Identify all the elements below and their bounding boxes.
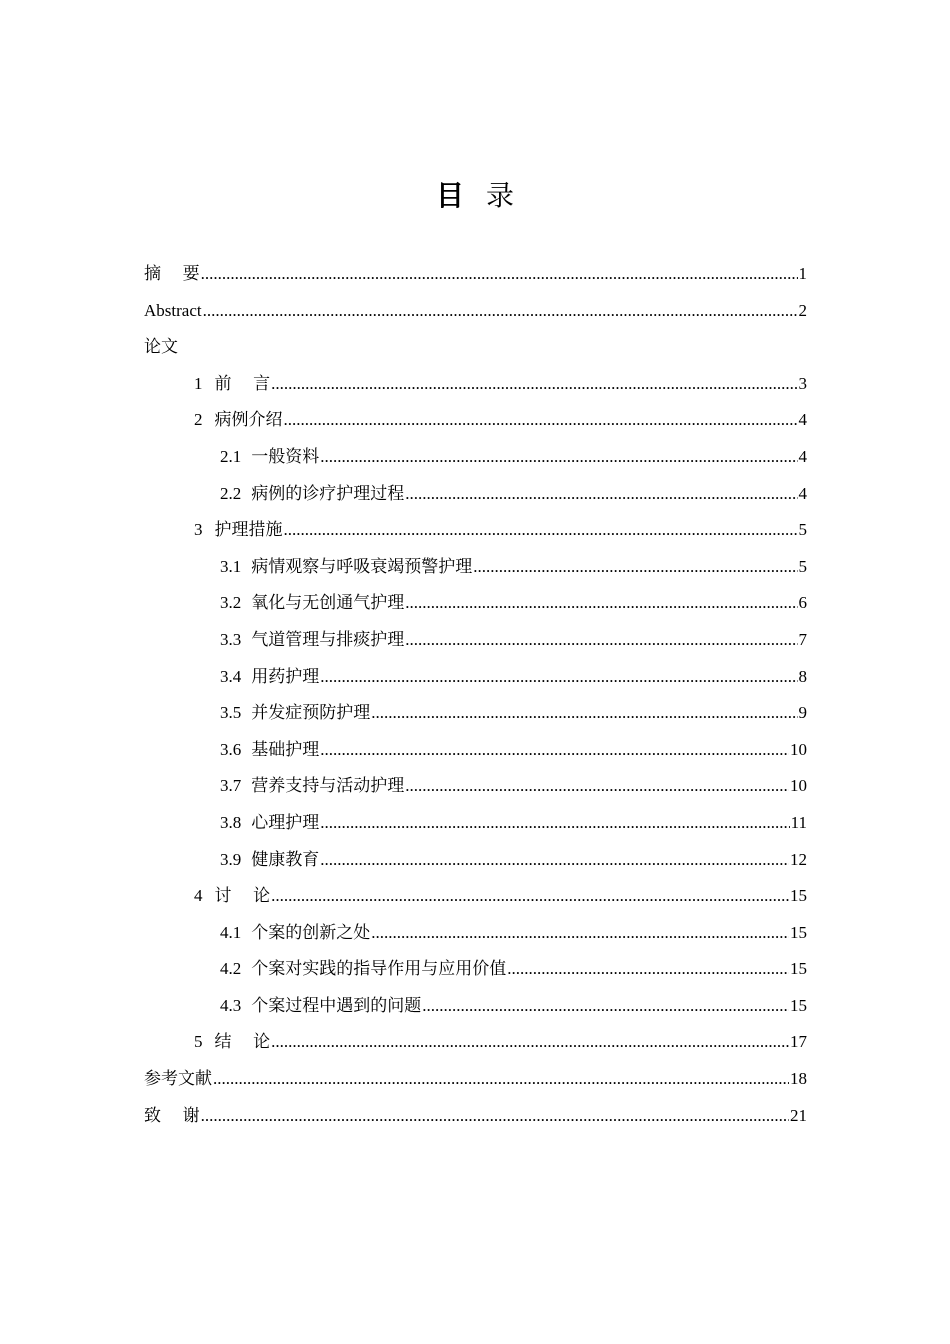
toc-entry-label: 气道管理与排痰护理 [251, 629, 405, 650]
toc-page-number: 17 [790, 1032, 807, 1052]
toc-entry-number: 5 [194, 1032, 203, 1052]
toc-entry-number: 3.4 [220, 666, 242, 686]
toc-entry[interactable] [144, 768, 807, 805]
toc-entry[interactable] [144, 988, 807, 1025]
toc-entry-label: 用药护理 [251, 666, 320, 687]
toc-entry-label: 氧化与无创通气护理 [251, 593, 405, 614]
toc-entry-number: 3.3 [220, 629, 242, 649]
toc-entry[interactable] [144, 1024, 807, 1061]
toc-entry-label: 基础护理 [251, 739, 320, 760]
toc-entry[interactable] [144, 732, 807, 769]
toc-dot-leader [405, 476, 797, 513]
toc-dot-leader [320, 732, 789, 769]
toc-entry-number: 2.1 [220, 446, 242, 466]
toc-entry-number: 3.8 [220, 812, 242, 832]
toc-entry-label: 并发症预防护理 [251, 703, 371, 724]
toc-page-number: 5 [798, 520, 807, 540]
toc-dot-leader [201, 1098, 789, 1135]
toc-entry[interactable] [144, 293, 807, 330]
toc-dot-leader [320, 659, 797, 696]
toc-entry-number: 4.1 [220, 922, 242, 942]
toc-dot-leader [320, 805, 789, 842]
toc-title-second-char: 录 [486, 179, 537, 212]
toc-entry-label: 结 论 [214, 1032, 271, 1053]
toc-dot-leader [203, 293, 798, 330]
toc-entry-number: 2.2 [220, 483, 242, 503]
toc-page-number: 5 [798, 556, 807, 576]
table-of-contents [144, 256, 807, 1134]
toc-dot-leader [271, 1024, 789, 1061]
toc-dot-leader [271, 366, 797, 403]
toc-entry-number: 3.9 [220, 849, 242, 869]
toc-page-number: 6 [798, 593, 807, 613]
toc-page-number: 4 [798, 410, 807, 430]
toc-page-number: 7 [798, 629, 807, 649]
toc-dot-leader [422, 988, 789, 1025]
toc-entry[interactable] [144, 695, 807, 732]
toc-entry-number: 4 [194, 886, 203, 906]
toc-entry[interactable] [144, 476, 807, 513]
toc-page-number: 10 [790, 776, 807, 796]
toc-entry[interactable] [144, 439, 807, 476]
toc-entry[interactable] [144, 915, 807, 952]
toc-page-number: 18 [790, 1069, 807, 1089]
toc-dot-leader [405, 768, 789, 805]
toc-entry-label: 心理护理 [251, 812, 320, 833]
toc-entry-label: 健康教育 [251, 849, 320, 870]
toc-entry[interactable] [144, 622, 807, 659]
toc-page-number: 8 [798, 666, 807, 686]
toc-entry-number: 3 [194, 520, 203, 540]
toc-page-number: 15 [790, 922, 807, 942]
toc-entry-number: 3.6 [220, 739, 242, 759]
toc-page-number: 1 [798, 264, 807, 283]
toc-entry[interactable] [144, 585, 807, 622]
toc-entry-label: 一般资料 [251, 446, 320, 467]
toc-dot-leader [405, 585, 797, 622]
toc-entry-label: 参考文献 [144, 1069, 212, 1090]
toc-title-first-char: 目 [435, 179, 486, 212]
toc-entry[interactable] [144, 402, 807, 439]
toc-entry-label: 病情观察与呼吸衰竭预警护理 [251, 556, 473, 577]
toc-entry-number: 2 [194, 410, 203, 430]
toc-entry-number: 4.3 [220, 995, 242, 1015]
toc-page-number: 4 [798, 483, 807, 503]
toc-dot-leader [320, 439, 797, 476]
toc-dot-leader [473, 549, 797, 586]
toc-entry[interactable] [144, 1098, 807, 1135]
toc-dot-leader [201, 256, 798, 293]
toc-dot-leader [371, 915, 789, 952]
toc-page-number: 12 [790, 849, 807, 869]
toc-entry-number: 3.2 [220, 593, 242, 613]
toc-entry[interactable] [144, 878, 807, 915]
toc-page-number: 15 [790, 959, 807, 979]
toc-page-number: 21 [790, 1105, 807, 1125]
toc-entry-label: 摘 要 [144, 264, 200, 284]
toc-dot-leader [405, 622, 797, 659]
toc-page-number: 11 [790, 812, 807, 832]
toc-entry-label: 前 言 [214, 373, 271, 394]
toc-entry[interactable] [144, 512, 807, 549]
toc-entry-number: 4.2 [220, 959, 242, 979]
toc-entry[interactable] [144, 329, 807, 366]
toc-entry-label: 论文 [144, 337, 178, 358]
toc-entry[interactable] [144, 256, 807, 293]
toc-entry[interactable] [144, 366, 807, 403]
toc-entry[interactable] [144, 842, 807, 879]
toc-entry-label: 病例介绍 [214, 410, 283, 431]
toc-page-number: 4 [798, 446, 807, 466]
toc-entry[interactable] [144, 549, 807, 586]
toc-dot-leader [213, 1061, 789, 1098]
toc-entry-label: 护理措施 [214, 520, 283, 541]
toc-entry[interactable] [144, 951, 807, 988]
toc-entry-number: 3.7 [220, 776, 242, 796]
toc-entry-label: 讨 论 [214, 886, 271, 907]
toc-page-number: 10 [790, 739, 807, 759]
toc-entry-number: 3.1 [220, 556, 242, 576]
toc-title [0, 176, 950, 216]
toc-entry[interactable] [144, 805, 807, 842]
toc-dot-leader [507, 951, 789, 988]
toc-entry-label: 致 谢 [144, 1105, 200, 1126]
toc-page-number: 15 [790, 995, 807, 1015]
toc-dot-leader [284, 512, 798, 549]
toc-page-number: 2 [798, 300, 807, 320]
toc-entry-label: 个案对实践的指导作用与应用价值 [251, 959, 507, 980]
toc-entry-label: 个案过程中遇到的问题 [251, 995, 422, 1016]
toc-dot-leader [371, 695, 797, 732]
toc-page-number: 3 [798, 373, 807, 393]
toc-entry[interactable] [144, 659, 807, 696]
toc-page-number: 15 [790, 886, 807, 906]
toc-entry-number: 3.5 [220, 703, 242, 723]
toc-entry-label: 病例的诊疗护理过程 [251, 483, 405, 504]
toc-entry-label: 营养支持与活动护理 [251, 776, 405, 797]
toc-page-number: 9 [798, 703, 807, 723]
toc-entry-label: Abstract [144, 300, 202, 320]
toc-dot-leader [284, 402, 798, 439]
toc-entry-label: 个案的创新之处 [251, 922, 371, 943]
toc-dot-leader [271, 878, 789, 915]
toc-dot-leader [320, 842, 789, 879]
toc-entry-number: 1 [194, 373, 203, 393]
toc-entry[interactable] [144, 1061, 807, 1098]
